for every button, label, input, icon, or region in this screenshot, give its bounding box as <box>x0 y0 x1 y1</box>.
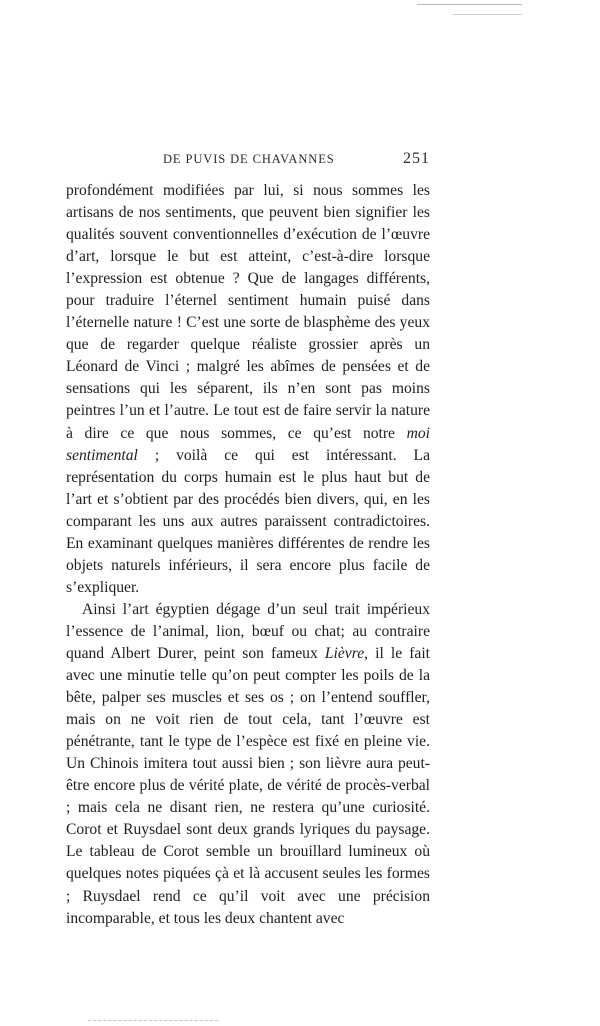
paragraph <box>66 180 430 599</box>
top-edge-rule-short <box>452 14 522 15</box>
page-number: 251 <box>403 150 430 167</box>
paragraph-text: Ainsi l’art égyptien dégage d’un seul trait impérieux l’essence de l’animal, lion, bœuf ou chat; au contraire quand Albert Durer, peint son fameux <box>66 600 430 662</box>
body-text <box>66 180 430 930</box>
italic-phrase: moi sentimental <box>66 424 430 464</box>
italic-title: Lièvre, <box>324 644 369 662</box>
bottom-edge-rule <box>88 1020 218 1021</box>
paragraph-text: il le fait avec une minutie telle qu’on peut compter les poils de la bête, palper ses muscles et ses os ; on l’entend souffler, mais on ne voit rien de tout cela, tant l’œuvre est pénétrante, tant le type de l’espèce est fixé en pleine vie. Un Chinois imitera tout aussi bien ; son lièvre aura peut-être encore plus de vérité plate, de vérité de procès-verbal ; mais cela ne disant rien, ne restera qu’une curiosité. Corot et Ruysdael sont deux grands lyriques du paysage. Le tableau de Corot semble un brouillard lumineux où quelques notes piquées çà et là accusent seules les formes ; Ruysdael rend ce qu’il voit avec une précision incomparable, et tous les deux chantent avec <box>66 644 430 927</box>
paragraph-text: ; voilà ce qui est intéressant. La représentation du corps humain est le plus haut but de l’art et s’obtient par des procédés bien divers, qui, en les comparant les uns aux autres paraissent contradictoires. En examinant quelques manières différentes de rendre les objets naturels inférieurs, il sera encore plus facile de s’expliquer. <box>66 446 430 596</box>
top-edge-rule <box>417 4 522 5</box>
running-head <box>66 150 430 172</box>
paragraph-text: profondément modifiées par lui, si nous sommes les artisans de nos sentiments, que peuvent bien signifier les qualités souvent conventionnelles d’exécution de l’œuvre d’art, lorsque le but est atteint, c’est-à-dire lorsque l’expression est obtenue ? Que de langages différents, pour traduire l’éternel sentiment humain puisé dans l’éternelle nature ! C’est une sorte de blasphème des yeux que de regarder quelque réaliste grossier après un Léonard de Vinci ; malgré les abîmes de pensées et de sensations qui les séparent, ils n’en sont pas moins peintres l’un et l’autre. Le tout est de faire servir la nature à dire ce que nous sommes, ce qu’est notre <box>66 182 430 442</box>
paragraph <box>66 599 430 930</box>
running-title: DE PUVIS DE CHAVANNES <box>163 152 335 166</box>
